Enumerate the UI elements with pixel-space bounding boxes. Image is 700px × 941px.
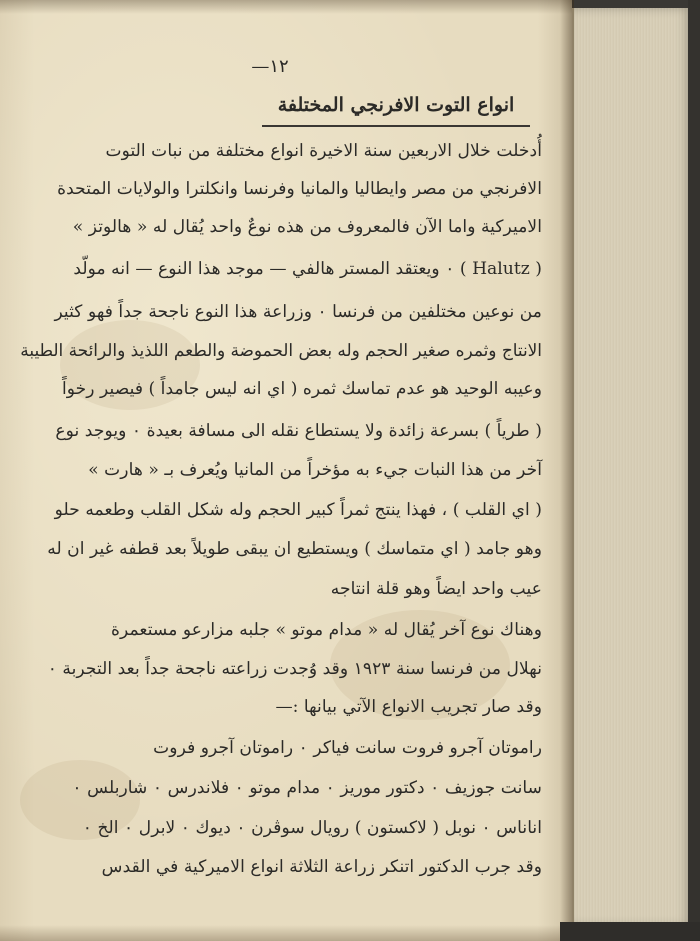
body-line: وهو جامد ( اي متماسك ) ويستطيع ان يبقى طويلاً بعد قطفه غير ان له (47, 539, 542, 559)
body-line: عيب واحد ايضاً وهو قلة انتاجه (330, 579, 542, 599)
body-line: نهلال من فرنسا سنة ١٩٢٣ وقد وُجدت زراعته ناجحة جداً بعد التجربة ٠ (47, 659, 542, 679)
body-line: راموتان آجرو فروت سانت فياكر ٠ راموتان آجرو فروت (153, 738, 542, 758)
body-line: أُدخلت خلال الاربعين سنة الاخيرة انواع مختلفة من نبات التوت (105, 141, 542, 161)
body-line: وهناك نوع آخر يُقال له « مدام موتو » جلبه مزارعو مستعمرة (111, 620, 542, 640)
page-bottom-edge (0, 925, 572, 941)
body-line: ( طرياً ) بسرعة زائدة ولا يستطاع نقله الى مسافة بعيدة ٠ ويوجد نوع (55, 421, 542, 441)
book-cover-edge (688, 0, 700, 941)
body-line: وقد جرب الدكتور اتنكر زراعة الثلاثة انواع الاميركية في القدس (101, 857, 542, 877)
body-line: ( اي القلب ) ، فهذا ينتج ثمراً كبير الحجم وله شكل القلب وطعمه حلو (54, 500, 542, 520)
book-page-edges (572, 8, 692, 926)
heading-underline (262, 125, 530, 127)
body-line: وعيبه الوحيد هو عدم تماسك ثمره ( اي انه ليس جامداً ) فيصير رخواً (62, 379, 542, 399)
body-line: سانت جوزيف ٠ دكتور موريز ٠ مدام موتو ٠ فلاندرس ٠ شاربلس ٠ (72, 778, 542, 798)
body-line: اناناس ٠ نوبل ( لاكستون ) رويال سوڤرن ٠ ديوك ٠ لابرل ٠ الخ ٠ (82, 818, 542, 838)
book-bottom-edge (560, 922, 700, 941)
body-line: آخر من هذا النبات جيء به مؤخراً من المانيا ويُعرف بـ « هارت » (88, 460, 542, 480)
body-line: الانتاج وثمره صغير الحجم وله بعض الحموضة والطعم اللذيذ والرائحة الطيبة (20, 340, 542, 360)
body-line: الافرنجي من مصر وايطاليا والمانيا وفرنسا وانكلترا والولايات المتحدة (57, 179, 542, 199)
body-line: وقد صار تجريب الانواع الآتي بيانها :— (275, 697, 542, 717)
section-heading: انواع التوت الافرنجي المختلفة (277, 94, 515, 116)
page-top-shadow (0, 0, 572, 14)
page-number: ١٢— (251, 56, 289, 77)
body-line: من نوعين مختلفين من فرنسا ٠ وزراعة هذا النوع ناجحة جداً فهو كثير (54, 302, 542, 322)
body-line: ( Halutz ) ٠ ويعتقد المستر هالفي — موجد هذا النوع — انه مولّد (73, 259, 542, 279)
body-line: الاميركية واما الآن فالمعروف من هذه نوعٌ واحد يُقال له « هالوتز » (72, 217, 542, 237)
